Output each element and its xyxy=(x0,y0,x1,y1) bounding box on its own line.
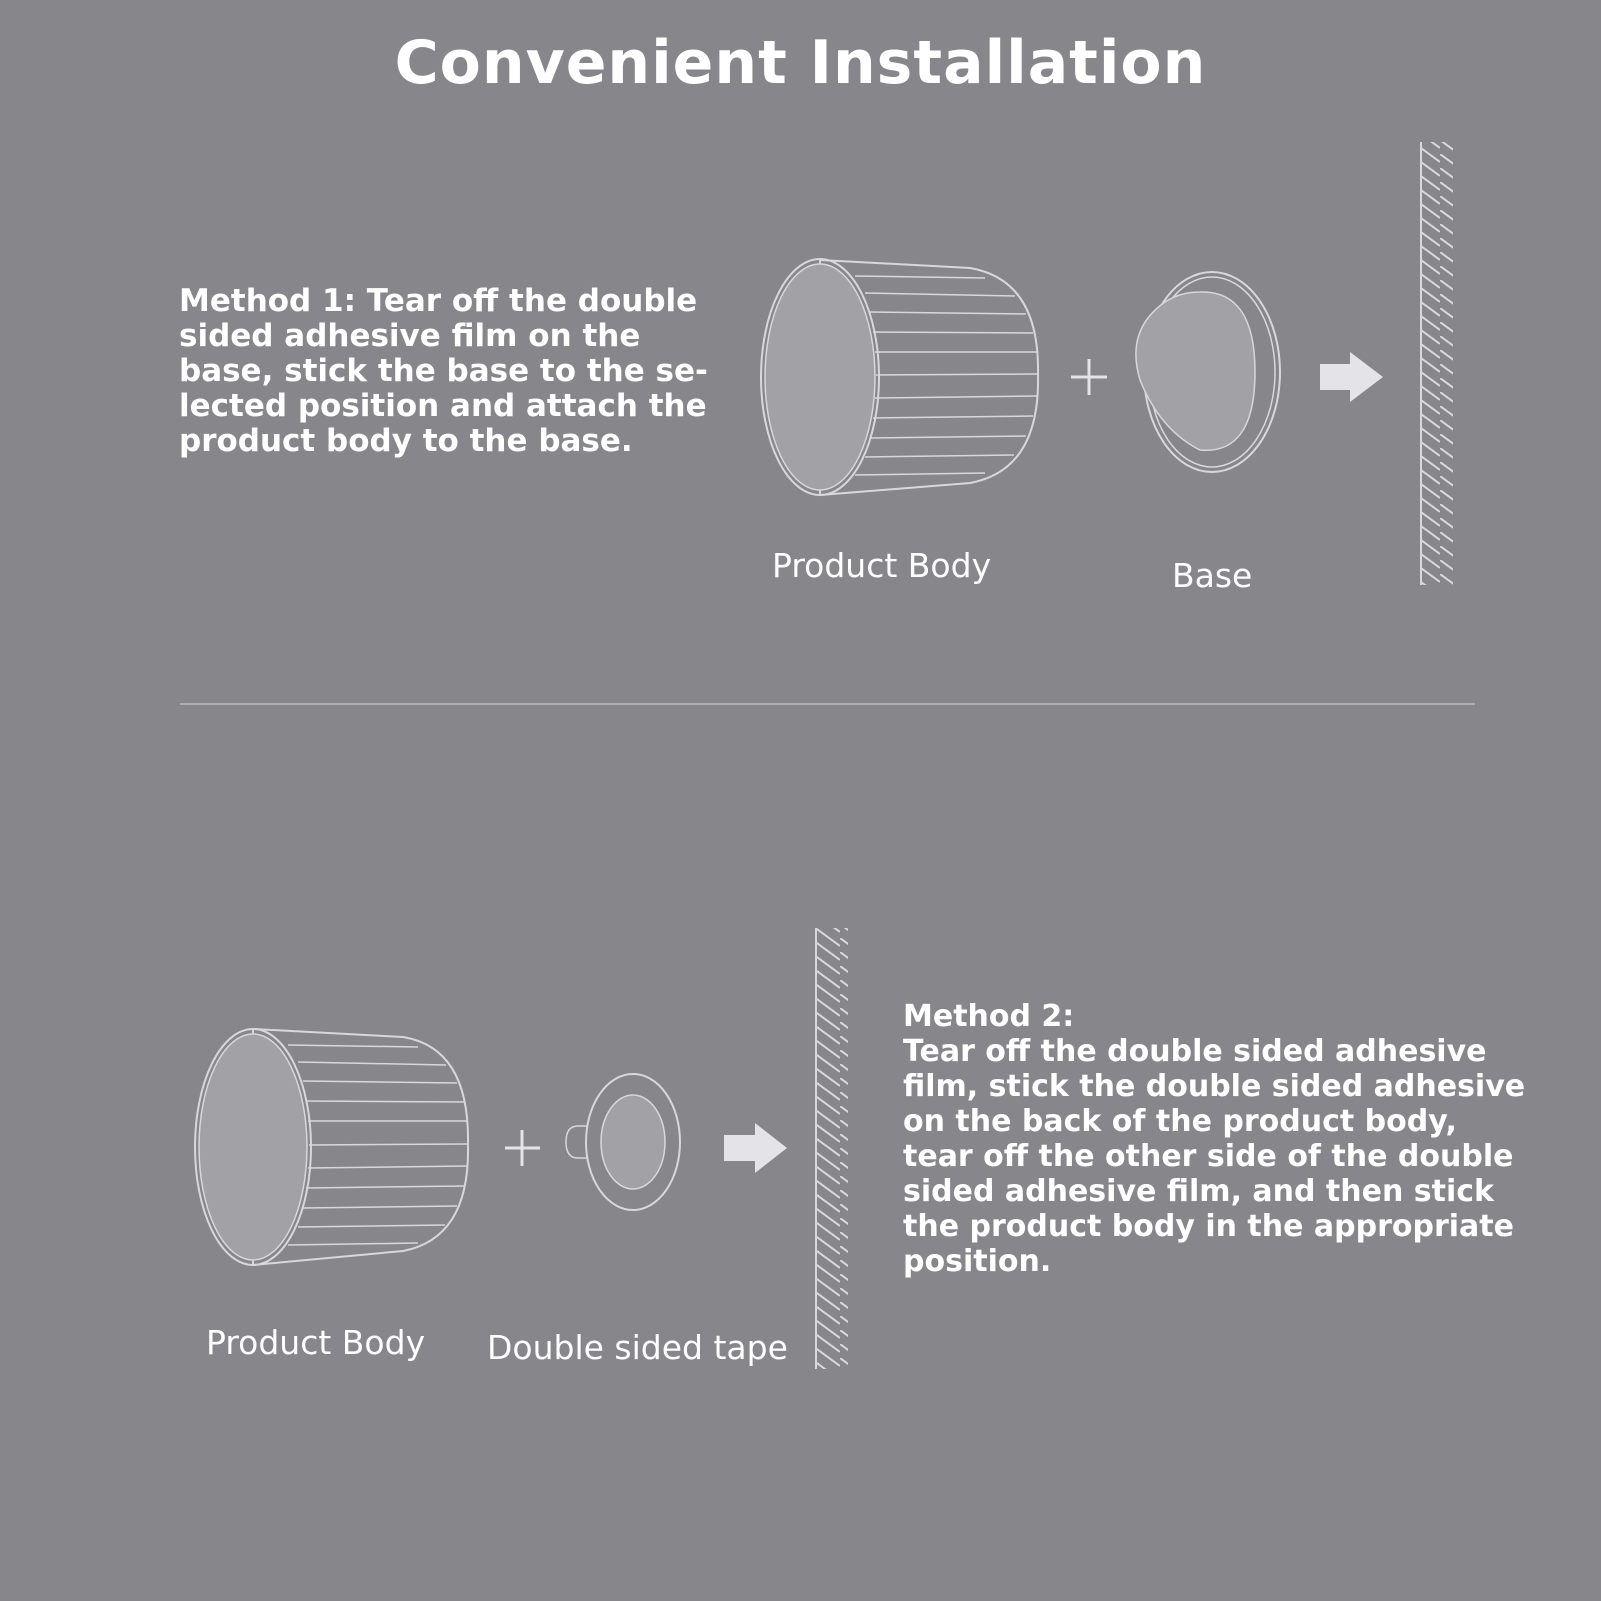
method-1-description: Method 1: Tear off the double sided adhesive film on the base, stick the base to the se- lected position and attach the product body to the base. xyxy=(179,283,708,459)
arrow-right-icon-2 xyxy=(724,1123,787,1173)
base-label: Base xyxy=(1172,556,1253,595)
wall-hatch-icon-2 xyxy=(816,928,848,1369)
product-body-icon xyxy=(761,259,1038,495)
wall-hatch-icon xyxy=(1421,142,1453,585)
arrow-right-icon xyxy=(1320,352,1383,402)
product-body-label-2: Product Body xyxy=(206,1323,426,1362)
double-sided-tape-icon xyxy=(566,1074,680,1210)
page-title: Convenient Installation xyxy=(394,28,1207,98)
double-sided-tape-label: Double sided tape xyxy=(487,1328,788,1367)
base-icon xyxy=(1136,272,1280,472)
plus-icon-2 xyxy=(505,1130,540,1166)
method-2-description: Method 2: Tear off the double sided adhesive film, stick the double sided adhesive on the back of the product body, tear off the other side of the double sided adhesive film, and then stick the product body in the appropriate position. xyxy=(903,999,1526,1279)
product-body-label: Product Body xyxy=(772,546,992,585)
product-body-icon-2 xyxy=(195,1029,468,1265)
plus-icon xyxy=(1071,359,1107,395)
